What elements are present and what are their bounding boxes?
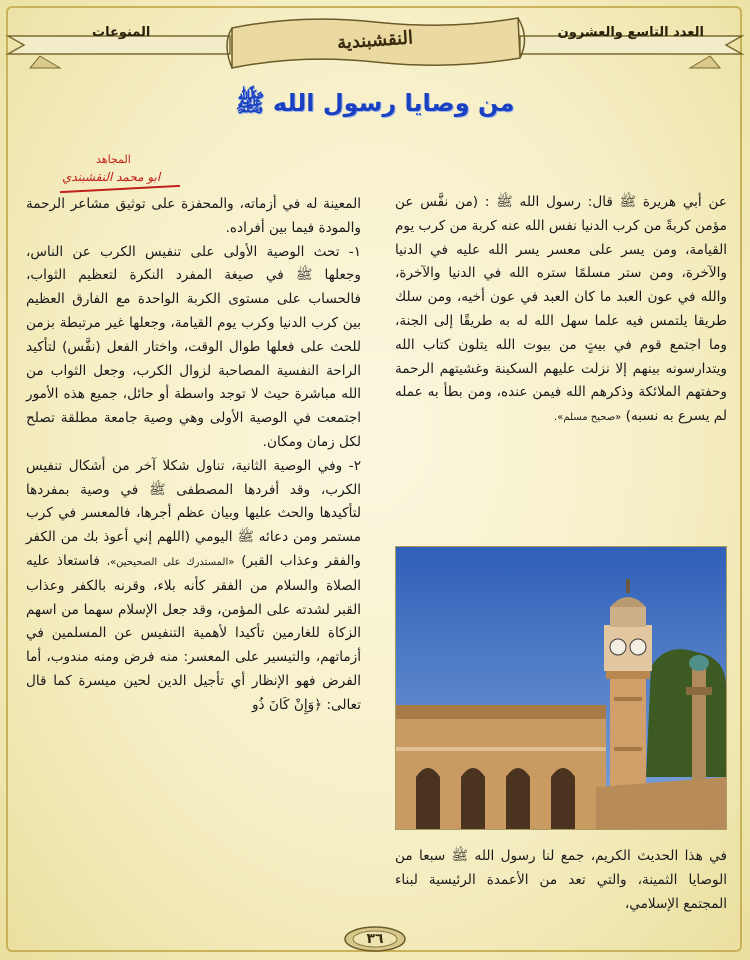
author-role: المجاهد bbox=[96, 153, 131, 166]
issue-label: العدد التاسع والعشرون bbox=[557, 25, 704, 40]
left-column bbox=[26, 193, 361, 718]
article-title: من وصايا رسول الله ﷺ bbox=[235, 89, 515, 117]
right-column-top bbox=[395, 191, 727, 430]
section-label: المنوعات bbox=[92, 25, 151, 40]
left-paragraph-1: المعينة له في أزماته، والمحفزة على توثيق مشاعر الرحمة والمودة فيما بين أفراده. bbox=[26, 196, 361, 236]
mosque-photo bbox=[395, 546, 727, 830]
page-number: ٣٦ bbox=[366, 931, 384, 947]
page-number-badge bbox=[343, 926, 407, 952]
mosque-clock-tower-image bbox=[396, 547, 726, 829]
right-column-bottom bbox=[395, 845, 727, 916]
left-paragraph-2: ١- تحث الوصية الأولى على تنفيس الكرب عن الناس، وجعلها ﷺ في صيغة المفرد النكرة لتعظيم الثواب، فالحساب على مستوى الكربة الواحدة مع الفارق العظيم بين كرب الدنيا وكرب يوم القيامة، وجعلها غير مرتبطة بزمن للحث على فعلها طوال الوقت، واختار الفعل (نفَّس) لتأكيد الراحة النفسية المصاحبة لزوال الكرب، وجعل الثواب من الله مباشرة حيث لا توجد واسطة أو حائل، جميع هذه الأمور اجتمعت في الوصية الأولى وهي وصية جامعة مطلقة تصلح لكل زمان ومكان. bbox=[26, 243, 361, 450]
author-name: ابو محمد النقشبندي bbox=[62, 170, 161, 184]
left-paragraph-3 bbox=[26, 455, 361, 718]
hadith-source: «صحيح مسلم». bbox=[554, 412, 622, 424]
left-paragraph-3-continued: فاستعاذ عليه الصلاة والسلام من الفقر كأنه بلاء، وقرنه بالكفر وعذاب القبر لشدته على المؤمن، وقد جعل الإسلام سهما من اسهم الزكاة للغارمين تأكيدا لأهمية التنفيس عن المسلمين في أزماتهم، والتيسير على المعسر: منه فرض ومنه مندوب، أما الفرض فهو الإنظار أي تأجيل الدين لحين ميسرة كما قال تعالى: ﴿وَإِنْ كَانَ ذُو bbox=[26, 552, 361, 713]
hadith-body: عن أبي هريرة ﷺ قال: رسول الله ﷺ : (من نفَّس عن مؤمن كربةً من كرب الدنيا نفس الله عنه كربة من كرب يوم القيامة، ومن يسر على معسر يسر الله عليه في الدنيا والآخرة، ومن ستر مسلمًا ستره الله في الدنيا والآخرة، والله في عون العبد ما كان العبد في عون أخيه، ومن سلك طريقا يلتمس فيه علما سهل الله له به طريقًا إلى الجنة، وما اجتمع قوم في بيتٍ من بيوت الله يتلون كتاب الله ويتدارسونه بينهم إلا نزلت عليهم السكينة وغشيتهم الرحمة وحفتهم الملائكة وذكرهم الله فيمن عنده، ومن بطأ به عمله لم يسرع به نسبه) bbox=[395, 194, 727, 425]
left-paragraph-3-body: ٢- وفي الوصية الثانية، تناول شكلا آخر من أشكال تنفيس الكرب، وقد أفردها المصطفى ﷺ في وصية بمفردها لتأكيدها والحث عليها وبيان عظم أجرها، فالمعسر في كرب مستمر ومن دعائه ﷺ اليومي (اللهم إني أعوذ بك من الكفر والفقر وعذاب القبر) bbox=[26, 457, 361, 569]
intro-paragraph: في هذا الحديث الكريم، جمع لنا رسول الله ﷺ سبعا من الوصايا الثمينة، والتي تعد من الأعمدة الرئيسية لبناء المجتمع الإسلامي، bbox=[395, 848, 727, 912]
left-source: «المستدرك على الصحيحين»، bbox=[106, 556, 235, 568]
magazine-name: النقشبندية bbox=[336, 27, 414, 54]
hadith-text bbox=[395, 191, 727, 430]
